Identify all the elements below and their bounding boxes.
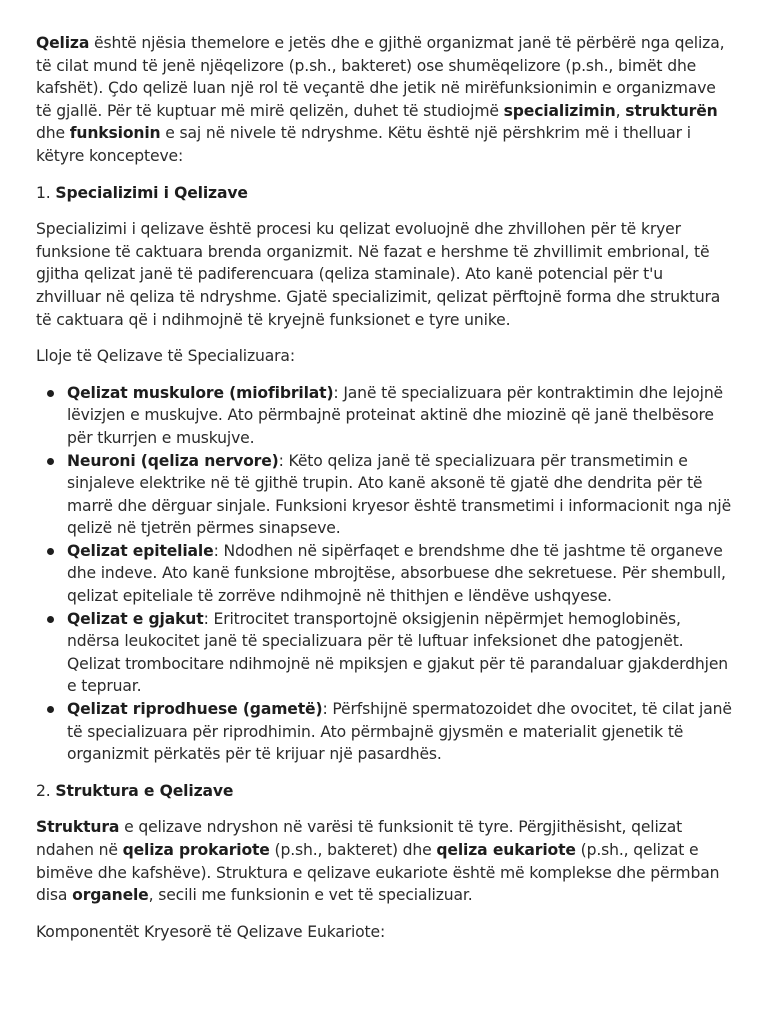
section-1-title: Specializimi i Qelizave <box>55 183 248 202</box>
list-item <box>36 382 732 450</box>
section-2-number: 2. <box>36 781 56 800</box>
list-item-term: Qelizat muskulore (miofibrilat) <box>67 383 334 402</box>
intro-text-3: dhe <box>36 124 70 143</box>
section-1-heading <box>36 182 732 205</box>
section-2-text-2: (p.sh., bakteret) dhe <box>269 841 437 859</box>
section-2-text-3: (p.sh., qelizat e bimëve dhe kafshëve). Struktura e qelizave eukariote është më komplekse dhe përmban disa <box>36 841 720 905</box>
list-item-text: : Ndodhen në sipërfaqet e brendshme dhe të jashtme të organeve dhe indeve. Ato kanë funksione mbrojtëse, absorbuese dhe sekretuese. Për shembull, qelizat epiteliale të zorrëve ndihmojnë në thithjen e lëndëve ushqyese. <box>67 541 726 606</box>
section-1-number: 1. <box>36 183 56 202</box>
section-2-heading <box>36 780 732 803</box>
list-item-text: : Këto qeliza janë të specializuara për transmetimin e sinjaleve elektrike në të gjithë trupin. Ato kanë aksonë të gjatë dhe dendrita për të marrë dhe dërguar sinjale. Funksioni kryesor është transmetimi i informacionit nga një qelizë në tjetrën përmes sinapseve. <box>67 451 732 538</box>
section-2-text-4: , secili me funksionin e vet të specializuar. <box>148 886 473 905</box>
list-item <box>36 540 732 608</box>
section-2-bold-organele: organele <box>72 886 149 905</box>
section-2-bold-prokariote: qeliza prokariote <box>122 841 270 859</box>
list-item <box>36 450 732 540</box>
section-2-components-label: Komponentët Kryesorë të Qelizave Eukariote: <box>36 922 386 941</box>
section-2-bold-struktura: Struktura <box>36 818 120 837</box>
list-item-text: : Përfshijnë spermatozoidet dhe ovocitet, të cilat janë të specializuara për riprodhimin. Ato përmbajnë gjysmën e materialit gjenetik të organizmit përkatës për të krijuar një pasardhës. <box>67 700 732 764</box>
intro-paragraph <box>36 32 732 168</box>
section-2-bold-eukariote: qeliza eukariote <box>436 841 576 859</box>
intro-text-2: , <box>615 101 626 120</box>
list-item-text: : Eritrocitet transportojnë oksigjenin nëpërmjet hemoglobinës, ndërsa leukocitet janë të specializuara për të luftuar infeksionet dhe patogjenët. Qelizat trombocitare ndihmojnë në mpiksjen e gjakut për të parandaluar gjakderdhjen e tepruar. <box>67 609 729 696</box>
section-1-paragraph: Specializimi i qelizave është procesi ku qelizat evoluojnë dhe zhvillohen për të kryer funksione të caktuara brenda organizmit. Në fazat e hershme të zhvillimit embrional, të gjitha qelizat janë të padiferencuara (qeliza staminale). Ato kanë potencial për t'u zhvilluar në qeliza të ndryshme. Gjatë specializimit, qelizat përftojnë forma dhe struktura të caktuara që i ndihmojnë të kryejnë funksionet e tyre unike. <box>36 220 721 329</box>
cell-types-list <box>36 382 732 766</box>
section-2-text-1: e qelizave ndryshon në varësi të funksionit të tyre. Përgjithësisht, qelizat ndahen në <box>36 818 683 859</box>
list-item-term: Neuroni (qeliza nervore) <box>67 451 279 470</box>
list-item-term: Qelizat e gjakut <box>67 609 204 628</box>
list-item-term: Qelizat epiteliale <box>67 541 214 560</box>
intro-bold-funksionin: funksionin <box>69 124 161 143</box>
intro-text-1: është njësia themelore e jetës dhe e gjithë organizmat janë të përbërë nga qeliza, të cilat mund të jenë njëqelizore (p.sh., bakteret) ose shumëqelizore (p.sh., bimët dhe kafshët). Çdo qelizë luan një rol të veçantë dhe jetik në mirëfunksionimin e organizmave të gjallë. Për të kuptuar më mirë qelizën, duhet të studiojmë <box>36 34 725 120</box>
list-item-text: : Janë të specializuara për kontraktimin dhe lejojnë lëvizjen e muskujve. Ato përmbajnë proteinat aktinë dhe miozinë që janë thelbësore për tkurrjen e muskujve. <box>67 383 723 447</box>
section-1-types-label: Lloje të Qelizave të Specializuara: <box>36 347 295 366</box>
section-2-title: Struktura e Qelizave <box>55 781 234 800</box>
intro-bold-qeliza: Qeliza <box>36 34 90 52</box>
list-item-term: Qelizat riprodhuese (gametë) <box>67 700 323 719</box>
list-item <box>36 698 732 766</box>
section-2-paragraph <box>36 816 732 906</box>
intro-text-4: e saj në nivele të ndryshme. Këtu është një përshkrim më i thelluar i këtyre koncepteve: <box>36 124 691 165</box>
intro-bold-strukturen: strukturën <box>625 101 718 120</box>
list-item <box>36 608 732 698</box>
intro-bold-specializimin: specializimin <box>503 101 616 120</box>
